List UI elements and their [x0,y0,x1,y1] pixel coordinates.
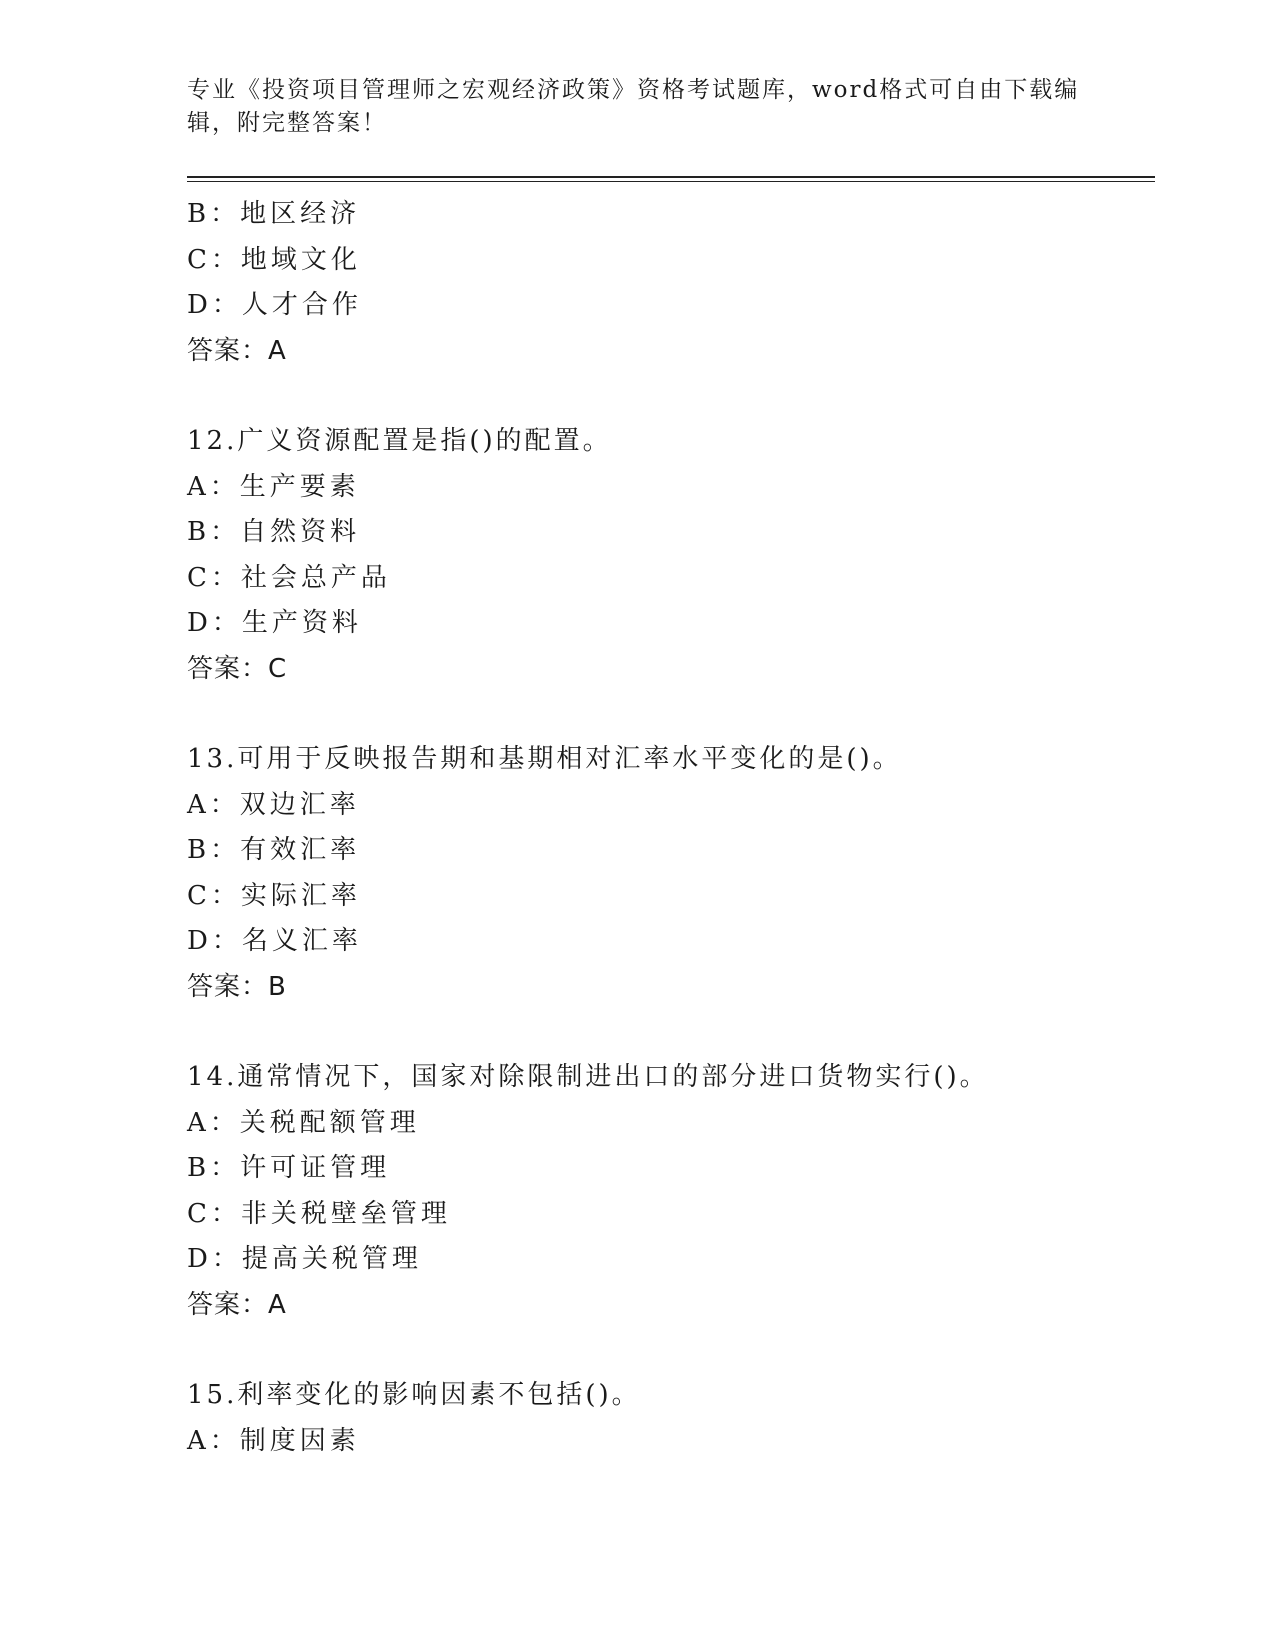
option-b: B：许可证管理 [187,1153,391,1183]
option-c: C：地域文化 [187,244,361,275]
question-fragment [187,192,1155,374]
option-d: D：人才合作 [187,290,362,320]
option-b: B：有效汇率 [187,835,361,865]
question-item [187,737,1155,1010]
answer-line: 答案：B [187,971,287,1002]
answer-line: 答案：A [187,1289,287,1320]
option-a: A：关税配额管理 [187,1107,420,1138]
option-a: A：制度因素 [187,1425,360,1456]
question-item [187,1055,1155,1328]
option-b: B：自然资料 [187,517,361,547]
option-c: C：非关税壁垒管理 [187,1198,451,1229]
answer-line: 答案：A [187,335,287,366]
document-header [187,74,1080,140]
question-item [187,419,1155,692]
option-c: C：实际汇率 [187,880,361,911]
option-d: D：名义汇率 [187,926,362,956]
header-line-2: 辑，附完整答案！ [187,110,387,136]
answer-line: 答案：C [187,653,288,684]
header-divider [187,176,1155,182]
question-text: 15.利率变化的影响因素不包括()。 [187,1380,641,1410]
option-b: B：地区经济 [187,199,361,229]
question-text: 12.广义资源配置是指()的配置。 [187,426,612,456]
question-text: 14.通常情况下，国家对除限制进出口的部分进口货物实行()。 [187,1062,989,1092]
question-item [187,1373,1155,1464]
option-a: A：生产要素 [187,471,360,502]
option-d: D：提高关税管理 [187,1244,422,1274]
option-d: D：生产资料 [187,608,362,638]
header-line-1: 专业《投资项目管理师之宏观经济政策》资格考试题库，word格式可自由下载编 [187,77,1080,103]
option-c: C：社会总产品 [187,562,391,593]
question-text: 13.可用于反映报告期和基期相对汇率水平变化的是()。 [187,744,902,774]
question-list [187,192,1155,1464]
option-a: A：双边汇率 [187,789,360,820]
